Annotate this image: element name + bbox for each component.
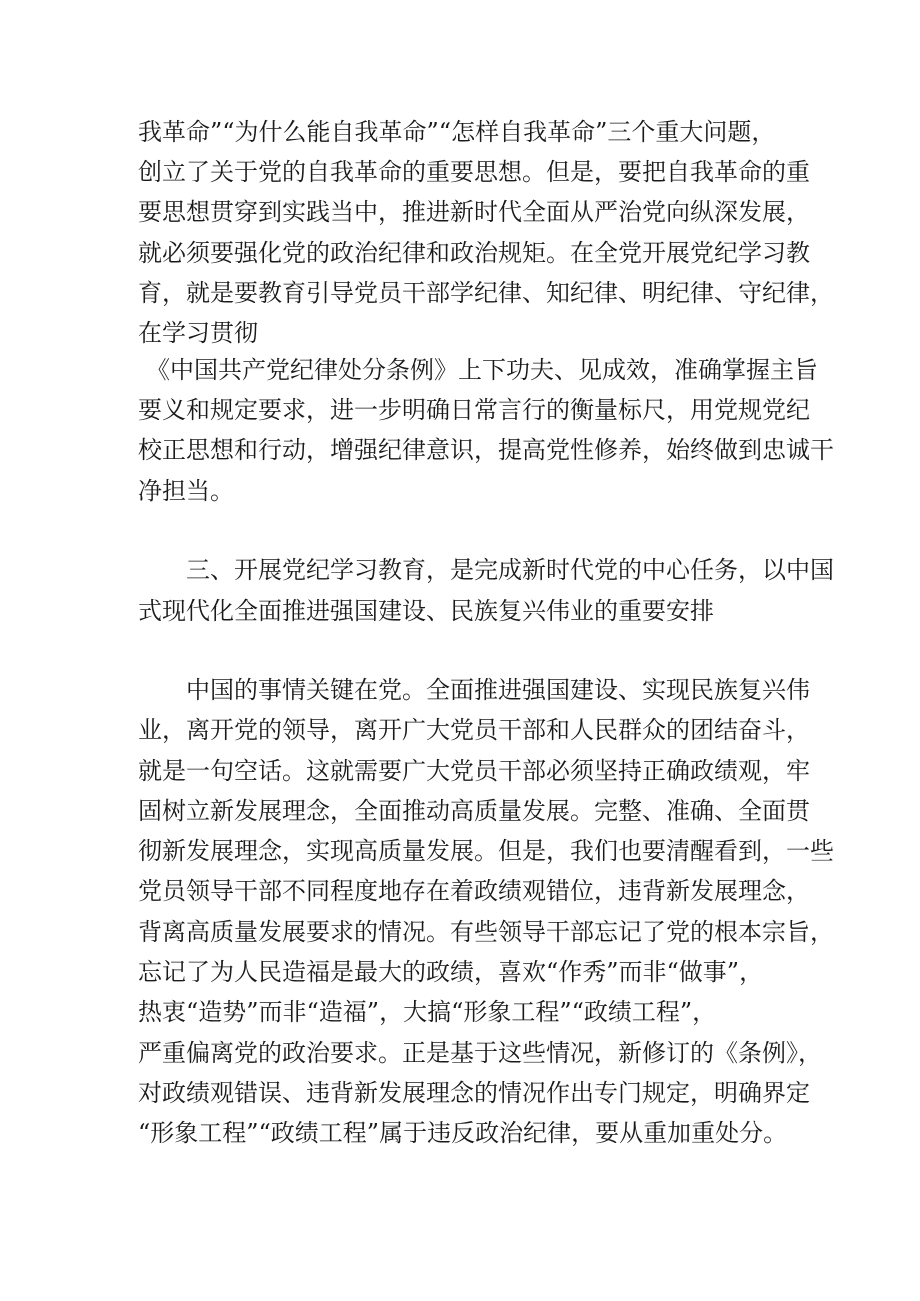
paragraph-1-line-4: 就必须要强化党的政治纪律和政治规矩。在全党开展党纪学习教 bbox=[138, 239, 810, 267]
paragraph-2-line-12: “形象工程”“政绩工程”属于违反政治纪律，要从重加重处分。 bbox=[138, 1119, 788, 1147]
paragraph-1-line-1: 我革命”“为什么能自我革命”“怎样自我革命”三个重大问题， bbox=[138, 118, 776, 146]
heading-3-line-1: 三、开展党纪学习教育，是完成新时代党的中心任务，以中国 bbox=[186, 556, 834, 584]
paragraph-1-line-6: 在学习贯彻 bbox=[138, 319, 258, 347]
paragraph-2-line-1: 中国的事情关键在党。全面推进强国建设、实现民族复兴伟 bbox=[186, 676, 810, 704]
paragraph-2-line-4: 固树立新发展理念，全面推动高质量发展。完整、准确、全面贯 bbox=[138, 797, 810, 825]
paragraph-1-line-2: 创立了关于党的自我革命的重要思想。但是，要把自我革命的重 bbox=[138, 158, 810, 186]
paragraph-2-line-5: 彻新发展理念，实现高质量发展。但是，我们也要清醒看到，一些 bbox=[138, 837, 834, 865]
paragraph-1-line-8: 要义和规定要求，进一步明确日常言行的衡量标尺，用党规党纪 bbox=[138, 396, 810, 424]
paragraph-2-line-9: 热衷“造势”而非“造福”，大搞“形象工程”“政绩工程”， bbox=[138, 998, 717, 1026]
paragraph-1-line-7: 《中国共产党纪律处分条例》上下功夫、见成效，准确掌握主旨 bbox=[146, 356, 818, 384]
paragraph-2-line-8: 忘记了为人民造福是最大的政绩，喜欢“作秀”而非“做事”， bbox=[138, 958, 764, 986]
paragraph-1-line-5: 育，就是要教育引导党员干部学纪律、知纪律、明纪律、守纪律， bbox=[138, 279, 834, 307]
paragraph-2-line-2: 业，离开党的领导，离开广大党员干部和人民群众的团结奋斗， bbox=[138, 716, 810, 744]
heading-3-line-2: 式现代化全面推进强国建设、民族复兴伟业的重要安排 bbox=[138, 597, 714, 625]
paragraph-2-line-3: 就是一句空话。这就需要广大党员干部必须坚持正确政绩观，牢 bbox=[138, 757, 810, 785]
paragraph-2-line-7: 背离高质量发展要求的情况。有些领导干部忘记了党的根本宗旨， bbox=[138, 918, 834, 946]
paragraph-2-line-6: 党员领导干部不同程度地存在着政绩观错位，违背新发展理念， bbox=[138, 877, 810, 905]
paragraph-2-line-10: 严重偏离党的政治要求。正是基于这些情况，新修订的《条例》， bbox=[138, 1039, 822, 1067]
paragraph-1-line-3: 要思想贯穿到实践当中，推进新时代全面从严治党向纵深发展， bbox=[138, 198, 810, 226]
paragraph-1-line-9: 校正思想和行动，增强纪律意识，提高党性修养，始终做到忠诚干 bbox=[138, 436, 834, 464]
paragraph-2-line-11: 对政绩观错误、违背新发展理念的情况作出专门规定，明确界定 bbox=[138, 1079, 810, 1107]
paragraph-1-line-10: 净担当。 bbox=[138, 477, 234, 505]
